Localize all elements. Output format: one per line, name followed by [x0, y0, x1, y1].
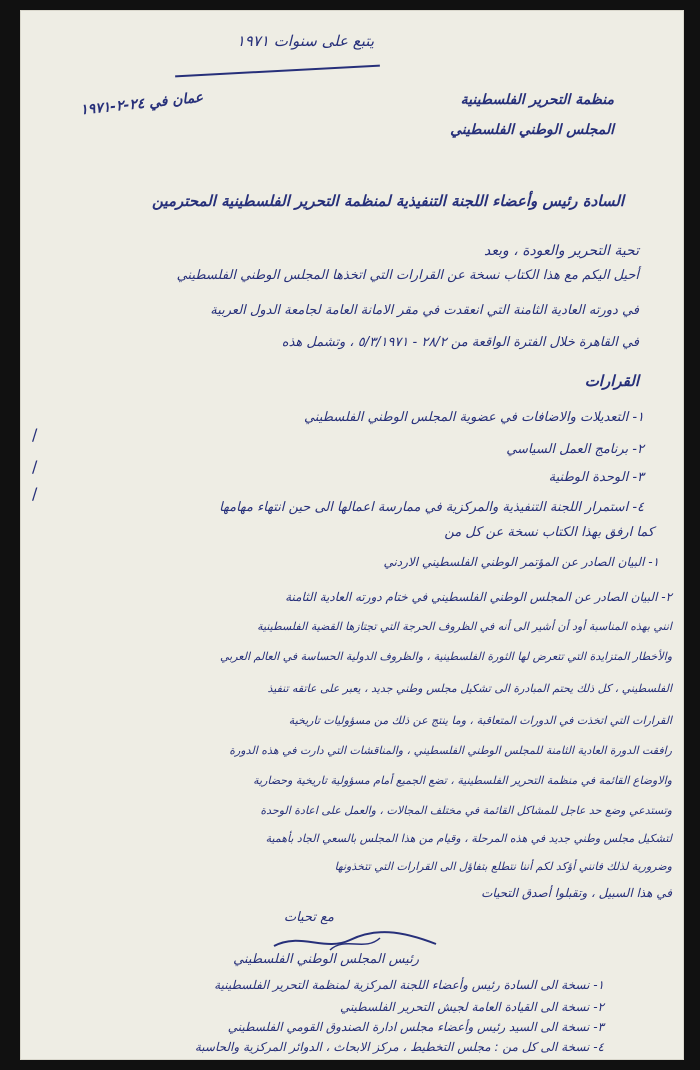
attached-line: وضرورية لذلك فانني أؤكد لكم أننا نتطلع بتفاؤل الى القرارات التي تتخذونها — [334, 860, 672, 873]
attached-line: الفلسطيني ، كل ذلك يحتم المبادرة الى تشكيل مجلس وطني جديد ، يعبر على عاتقه تنفيذ — [267, 682, 672, 695]
greeting: تحية التحرير والعودة ، وبعد — [484, 243, 639, 259]
attached-line: في هذا السبيل ، وتقبلوا أصدق التحيات — [481, 886, 672, 900]
attached-line: والاوضاع القائمة في منظمة التحرير الفلسطينية ، تضع الجميع أمام مسؤولية تاريخية وحضارية — [253, 774, 672, 787]
attached-line: وتستدعي وضع حد عاجل للمشاكل القائمة في مختلف المجالات ، والعمل على اعادة الوحدة — [260, 804, 672, 817]
attached-line: انني بهذه المناسبة أود أن أشير الى أنه في الظروف الحرجة التي تجتازها القضية الفلسطينية — [257, 620, 672, 633]
decision-item: ٣- الوحدة الوطنية — [548, 470, 644, 485]
attached-line: لتشكيل مجلس وطني جديد في هذه المرحلة ، وقيام من هذا المجلس بالسعي الجاد بأهمية — [265, 832, 672, 845]
top-annotation: يتبع على سنوات ١٩٧١ — [236, 32, 374, 50]
decision-item: ٢- برنامج العمل السياسي — [506, 442, 644, 457]
signature-title: رئيس المجلس الوطني الفلسطيني — [233, 952, 419, 967]
check-mark: / — [32, 457, 38, 476]
check-mark: / — [32, 425, 38, 444]
addressee: السادة رئيس وأعضاء اللجنة التنفيذية لمنظمة التحرير الفلسطينية المحترمين — [152, 192, 624, 210]
copy-line: ٤- نسخة الى كل من : مجلس التخطيط ، مركز الابحاث ، الدوائر المركزية والحاسبة — [194, 1040, 604, 1054]
copy-line: ١- نسخة الى السادة رئيس وأعضاء اللجنة المركزية لمنظمة التحرير الفلسطينية — [214, 978, 604, 992]
body-line: أحيل اليكم مع هذا الكتاب نسخة عن القرارات التي اتخذها المجلس الوطني الفلسطيني — [176, 268, 639, 283]
closing: مع تحيات — [283, 910, 334, 925]
copy-line: ٢- نسخة الى القيادة العامة لجيش التحرير الفلسطيني — [339, 1000, 604, 1014]
copy-line: ٣- نسخة الى السيد رئيس وأعضاء مجلس ادارة الصندوق القومي الفلسطيني — [227, 1020, 604, 1034]
decision-item: ٤- استمرار اللجنة التنفيذية والمركزية في ممارسة اعمالها الى حين انتهاء مهامها — [219, 500, 644, 515]
body-line: القرارات — [584, 372, 639, 390]
attached-line: القرارات التي اتخذت في الدورات المتعاقبة ، وما ينتج عن ذلك من مسؤوليات تاريخية — [288, 714, 672, 727]
decision-item: ١- التعديلات والاضافات في عضوية المجلس الوطني الفلسطيني — [303, 410, 644, 425]
attached-line: ٢- البيان الصادر عن المجلس الوطني الفلسطيني في ختام دورته العادية الثامنة — [285, 590, 672, 604]
annotation-underline — [175, 65, 380, 77]
letter-date: عمان في ٢٤-٢-١٩٧١ — [79, 89, 204, 119]
body-line: في القاهرة خلال الفترة الواقعة من ٢٨/٢ - ٥/٣/١٩٧١ ، وتشمل هذه — [281, 335, 639, 350]
attached-line: رافقت الدورة العادية الثامنة للمجلس الوطني الفلسطيني ، والمناقشات التي دارت في هذه الدورة — [229, 744, 672, 757]
attached-intro: كما ارفق بهذا الكتاب نسخة عن كل من — [444, 525, 654, 540]
letter-page — [20, 10, 684, 1060]
attached-line: ١- البيان الصادر عن المؤتمر الوطني الفلسطيني الاردني — [383, 555, 659, 569]
org-council: المجلس الوطني الفلسطيني — [450, 122, 614, 138]
signature — [270, 928, 440, 954]
check-mark: / — [32, 484, 38, 503]
attached-line: والأخطار المتزايدة التي تتعرض لها الثورة الفلسطينية ، والظروف الدولية الحساسة في العالم العربي — [219, 650, 672, 663]
org-name: منظمة التحرير الفلسطينية — [460, 92, 614, 108]
body-line: في دورته العادية الثامنة التي انعقدت في مقر الامانة العامة لجامعة الدول العربية — [210, 303, 639, 318]
